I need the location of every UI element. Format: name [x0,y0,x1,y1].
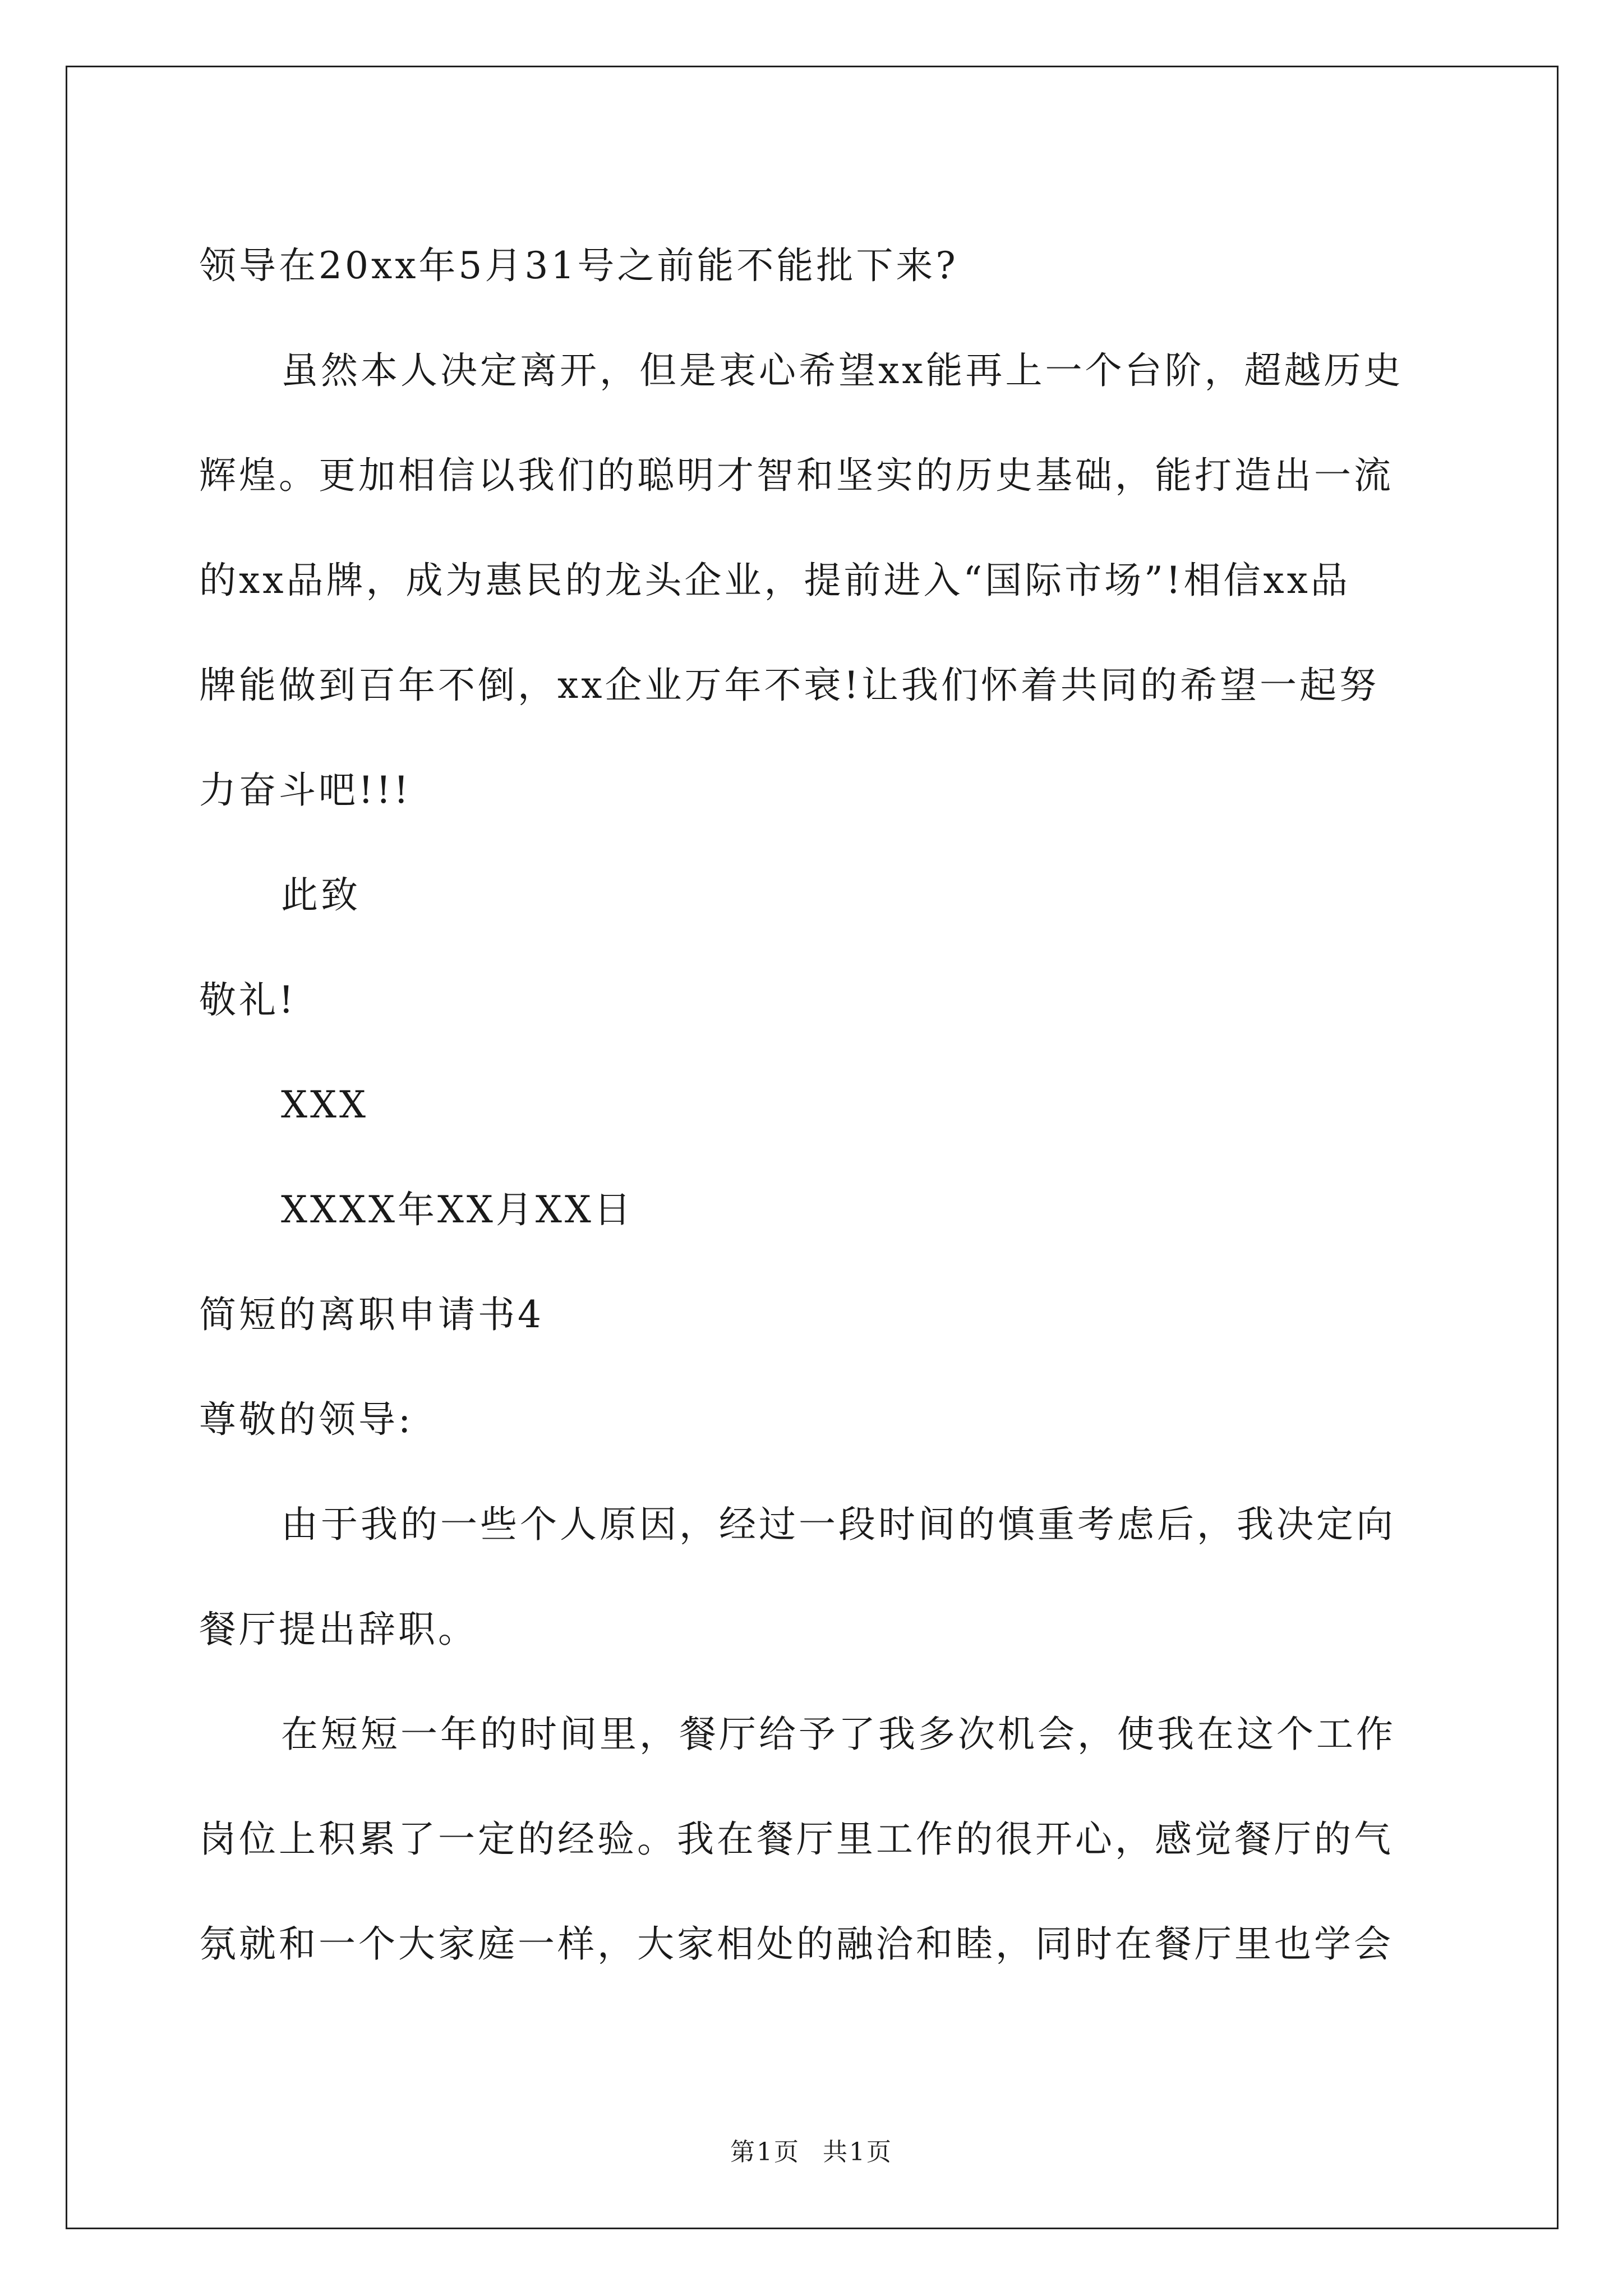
closing-salutation: 此致 [281,873,361,917]
greeting: 尊敬的领导: [199,1398,414,1441]
page-number: 第1页 [730,2138,800,2166]
page-footer [0,2132,1623,2168]
text-line: 由于我的一些个人原因，经过一段时间的慎重考虑后，我决定向 [281,1503,1396,1546]
text-line: 氛就和一个大家庭一样，大家相处的融洽和睦，同时在餐厅里也学会 [199,1922,1394,1966]
text-line: 牌能做到百年不倒，xx企业万年不衰!让我们怀着共同的希望一起努 [199,664,1379,707]
text-line: 力奋斗吧!!! [199,769,412,812]
closing-respect: 敬礼! [199,978,297,1022]
signature-name: XXX [281,1083,368,1126]
section-title: 简短的离职申请书4 [199,1293,544,1336]
signature-date: XXXX年XX月XX日 [281,1188,634,1231]
text-line: 虽然本人决定离开，但是衷心希望xx能再上一个台阶，超越历史 [281,349,1404,392]
text-line: 的xx品牌，成为惠民的龙头企业，提前进入“国际市场”!相信xx品 [199,559,1350,602]
text-line: 在短短一年的时间里，餐厅给予了我多次机会，使我在这个工作 [281,1713,1396,1756]
document-body [199,213,1430,1996]
page-total: 共1页 [823,2138,893,2166]
text-line: 领导在20xx年5月31号之前能不能批下来? [199,244,958,287]
text-line: 辉煌。更加相信以我们的聪明才智和坚实的历史基础，能打造出一流 [199,454,1394,497]
text-line: 岗位上积累了一定的经验。我在餐厅里工作的很开心，感觉餐厅的气 [199,1818,1394,1861]
text-line: 餐厅提出辞职。 [199,1608,478,1651]
